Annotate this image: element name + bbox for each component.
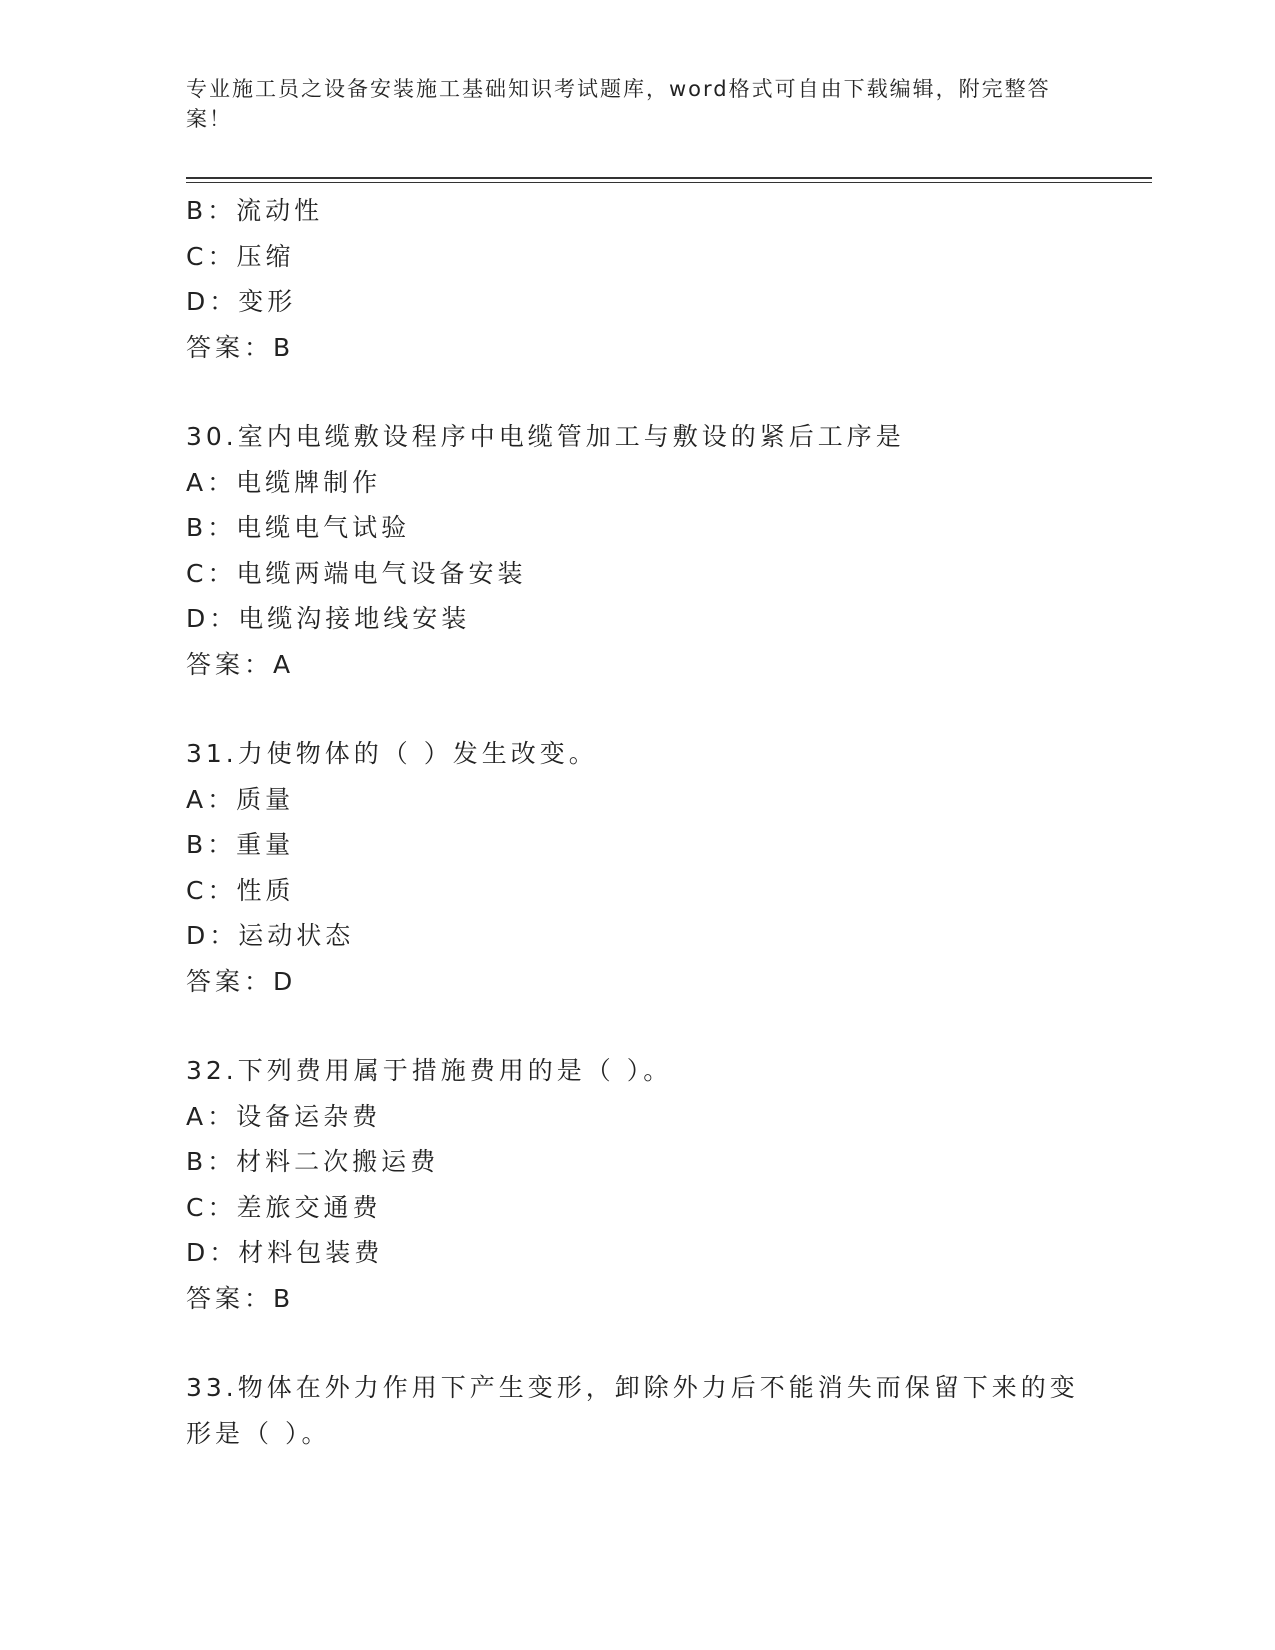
option-d: D：变形 bbox=[186, 287, 297, 316]
option-a: A：设备运杂费 bbox=[186, 1101, 382, 1131]
option-b: B：材料二次搬运费 bbox=[186, 1147, 440, 1176]
document-header: 专业施工员之设备安装施工基础知识考试题库，word格式可自由下载编辑，附完整答案！ bbox=[186, 77, 1051, 131]
question-stem: 32.下列费用属于措施费用的是（ ）。 bbox=[186, 1056, 673, 1085]
answer: 答案：B bbox=[186, 332, 295, 362]
option-c: C：差旅交通费 bbox=[186, 1192, 382, 1222]
option-c: C：性质 bbox=[186, 875, 295, 905]
question-33 bbox=[186, 1365, 1086, 1456]
question-stem: 33.物体在外力作用下产生变形，卸除外力后不能消失而保留下来的变形是（ ）。 bbox=[186, 1373, 1079, 1448]
answer: 答案：A bbox=[186, 649, 295, 679]
option-b: B：流动性 bbox=[186, 196, 324, 225]
question-32 bbox=[186, 1048, 1086, 1321]
answer: 答案：D bbox=[186, 966, 297, 996]
option-c: C：电缆两端电气设备安装 bbox=[186, 558, 527, 588]
option-b: B：重量 bbox=[186, 830, 295, 859]
header-rule-thick bbox=[186, 177, 1152, 179]
option-d: D：材料包装费 bbox=[186, 1238, 384, 1267]
option-c: C：压缩 bbox=[186, 241, 295, 271]
option-a: A：电缆牌制作 bbox=[186, 467, 382, 497]
option-d: D：运动状态 bbox=[186, 921, 355, 950]
partial-question bbox=[186, 188, 1086, 370]
question-31 bbox=[186, 731, 1086, 1004]
header-rule-thin bbox=[186, 182, 1152, 183]
question-stem: 31.力使物体的（ ）发生改变。 bbox=[186, 739, 598, 768]
question-30 bbox=[186, 414, 1086, 687]
option-a: A：质量 bbox=[186, 784, 295, 814]
answer: 答案：B bbox=[186, 1283, 295, 1313]
option-d: D：电缆沟接地线安装 bbox=[186, 604, 471, 633]
option-b: B：电缆电气试验 bbox=[186, 513, 411, 542]
question-list bbox=[186, 188, 1086, 1456]
question-stem: 30.室内电缆敷设程序中电缆管加工与敷设的紧后工序是 bbox=[186, 422, 905, 451]
